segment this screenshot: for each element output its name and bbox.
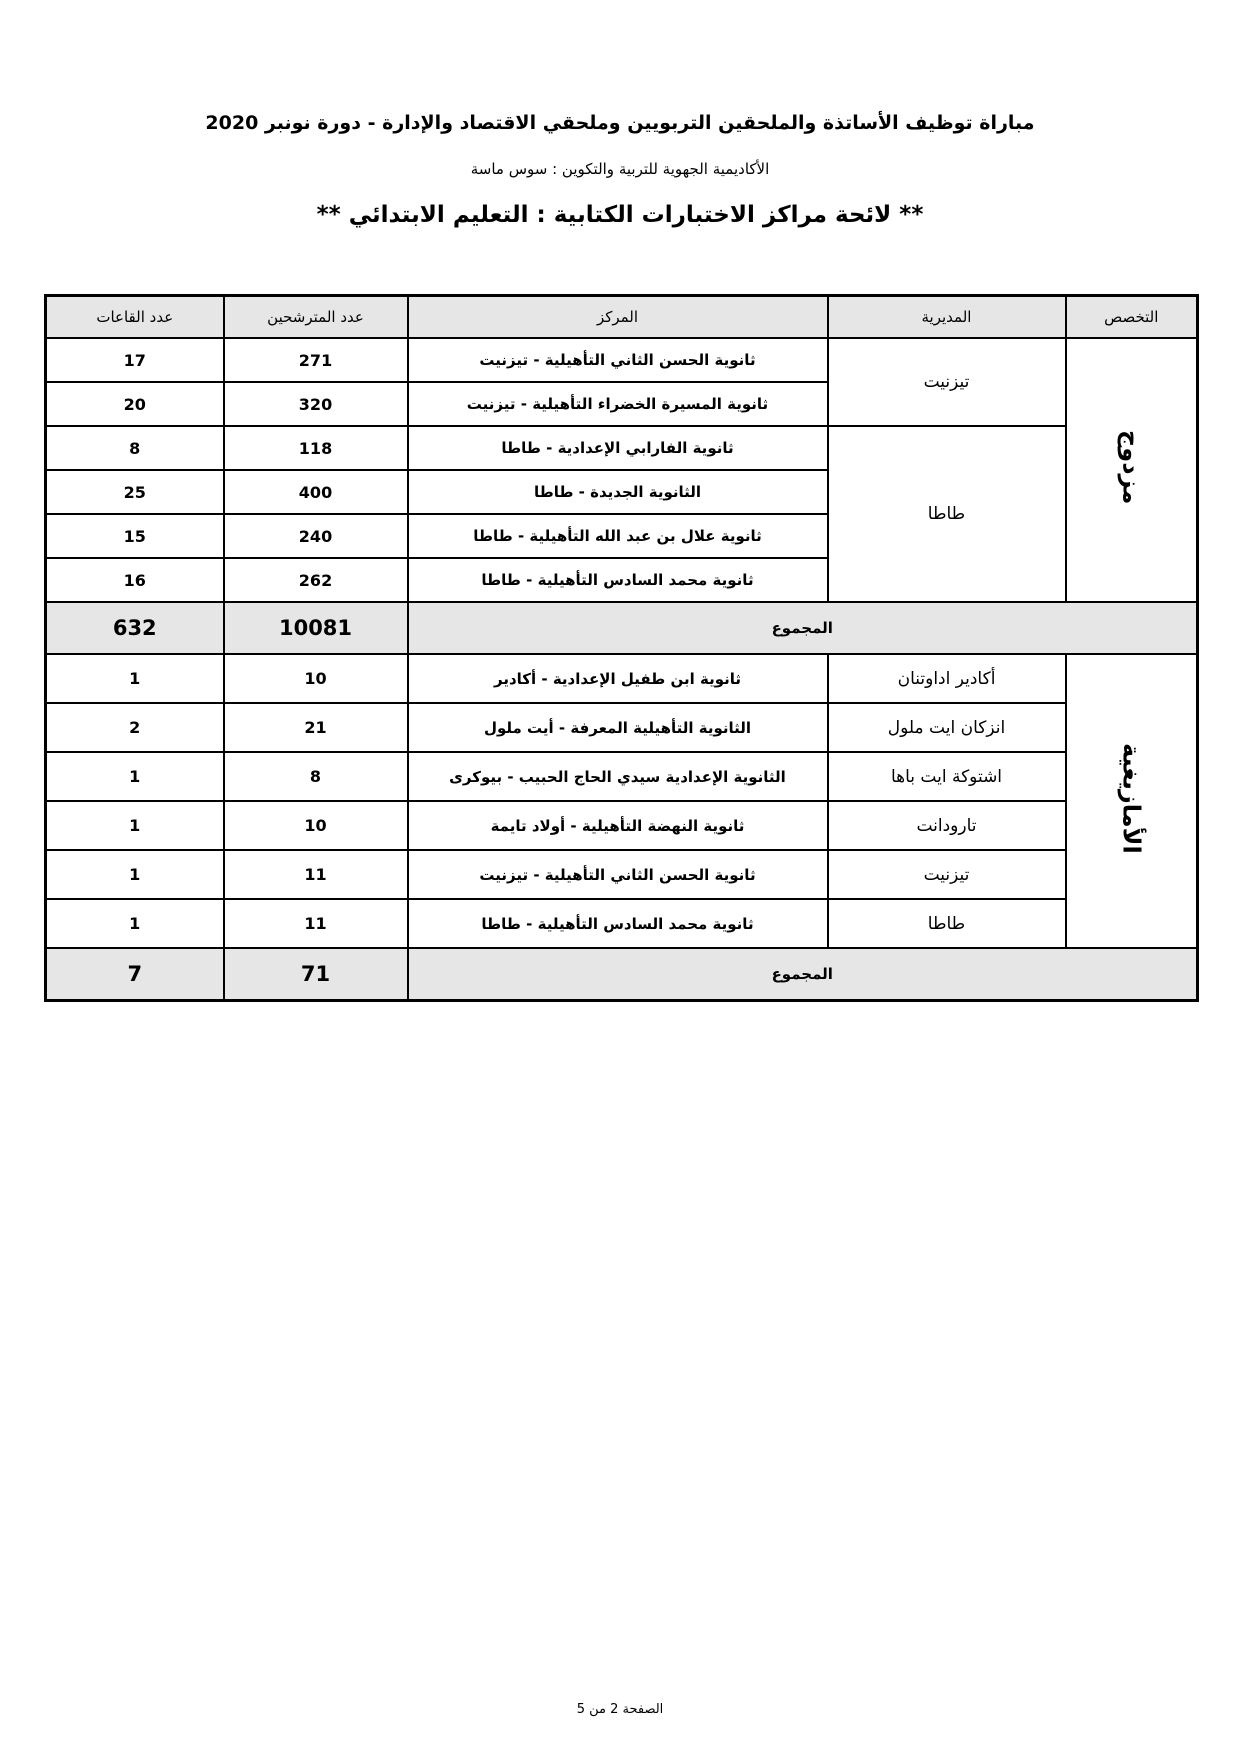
candidates-cell: 11 xyxy=(224,850,408,899)
total-candidates-cell: 71 xyxy=(224,948,408,1001)
directorate-cell: تارودانت xyxy=(828,801,1066,850)
rooms-cell: 25 xyxy=(46,470,224,514)
center-cell: ثانوية محمد السادس التأهيلية - طاطا xyxy=(408,558,828,602)
directorate-cell: تيزنيت xyxy=(828,850,1066,899)
center-cell: ثانوية الفارابي الإعدادية - طاطا xyxy=(408,426,828,470)
specialty-label: الأمازيغية xyxy=(1117,742,1146,854)
table-row xyxy=(46,654,1198,703)
centers-table xyxy=(44,294,1199,1002)
table-row xyxy=(46,703,1198,752)
candidates-cell: 320 xyxy=(224,382,408,426)
candidates-cell: 11 xyxy=(224,899,408,948)
total-row xyxy=(46,948,1198,1001)
rooms-cell: 20 xyxy=(46,382,224,426)
academy-subtitle: الأكاديمية الجهوية للتربية والتكوين : سوس ماسة xyxy=(470,160,770,178)
col-header-specialty: التخصص xyxy=(1066,296,1198,339)
total-rooms-cell: 7 xyxy=(46,948,224,1001)
directorate-cell: طاطا xyxy=(828,899,1066,948)
table-row xyxy=(46,426,1198,470)
center-cell: ثانوية الحسن الثاني التأهيلية - تيزنيت xyxy=(408,338,828,382)
candidates-cell: 8 xyxy=(224,752,408,801)
rooms-cell: 1 xyxy=(46,654,224,703)
candidates-cell: 10 xyxy=(224,654,408,703)
page-number: الصفحة 2 من 5 xyxy=(576,1702,664,1717)
candidates-cell: 262 xyxy=(224,558,408,602)
directorate-cell: طاطا xyxy=(828,426,1066,602)
list-title: ** لائحة مراكز الاختبارات الكتابية : التعليم الابتدائي ** xyxy=(316,202,924,228)
rooms-cell: 1 xyxy=(46,850,224,899)
table-header-row xyxy=(46,296,1198,339)
center-cell: الثانوية التأهيلية المعرفة - أيت ملول xyxy=(408,703,828,752)
rooms-cell: 8 xyxy=(46,426,224,470)
col-header-candidates: عدد المترشحين xyxy=(224,296,408,339)
rooms-cell: 1 xyxy=(46,752,224,801)
col-header-rooms: عدد القاعات xyxy=(46,296,224,339)
center-cell: ثانوية ابن طفيل الإعدادية - أكادير xyxy=(408,654,828,703)
rooms-cell: 1 xyxy=(46,801,224,850)
total-label-cell: المجموع xyxy=(408,948,1198,1001)
center-cell: الثانوية الإعدادية سيدي الحاج الحبيب - بيوكرى xyxy=(408,752,828,801)
document-title: مباراة توظيف الأساتذة والملحقين التربويين وملحقي الاقتصاد والإدارة - دورة نونبر 2020 xyxy=(205,112,1035,134)
table-row xyxy=(46,752,1198,801)
centers-table-container xyxy=(44,294,1196,1002)
candidates-cell: 240 xyxy=(224,514,408,558)
center-cell: ثانوية محمد السادس التأهيلية - طاطا xyxy=(408,899,828,948)
center-cell: ثانوية النهضة التأهيلية - أولاد تايمة xyxy=(408,801,828,850)
rooms-cell: 1 xyxy=(46,899,224,948)
table-row xyxy=(46,850,1198,899)
rooms-cell: 17 xyxy=(46,338,224,382)
candidates-cell: 400 xyxy=(224,470,408,514)
specialty-cell xyxy=(1066,654,1198,948)
total-candidates-cell: 10081 xyxy=(224,602,408,654)
rooms-cell: 15 xyxy=(46,514,224,558)
candidates-cell: 271 xyxy=(224,338,408,382)
directorate-cell: انزكان ايت ملول xyxy=(828,703,1066,752)
table-row xyxy=(46,338,1198,382)
specialty-label: مزدوج xyxy=(1117,429,1146,505)
center-cell: الثانوية الجديدة - طاطا xyxy=(408,470,828,514)
candidates-cell: 21 xyxy=(224,703,408,752)
center-cell: ثانوية علال بن عبد الله التأهيلية - طاطا xyxy=(408,514,828,558)
rooms-cell: 16 xyxy=(46,558,224,602)
table-row xyxy=(46,801,1198,850)
directorate-cell: تيزنيت xyxy=(828,338,1066,426)
candidates-cell: 118 xyxy=(224,426,408,470)
center-cell: ثانوية المسيرة الخضراء التأهيلية - تيزنيت xyxy=(408,382,828,426)
rooms-cell: 2 xyxy=(46,703,224,752)
directorate-cell: اشتوكة ايت باها xyxy=(828,752,1066,801)
total-label-cell: المجموع xyxy=(408,602,1198,654)
col-header-center: المركز xyxy=(408,296,828,339)
specialty-cell xyxy=(1066,338,1198,602)
total-row xyxy=(46,602,1198,654)
candidates-cell: 10 xyxy=(224,801,408,850)
directorate-cell: أكادير اداوتنان xyxy=(828,654,1066,703)
col-header-directorate: المديرية xyxy=(828,296,1066,339)
table-row xyxy=(46,899,1198,948)
total-rooms-cell: 632 xyxy=(46,602,224,654)
center-cell: ثانوية الحسن الثاني التأهيلية - تيزنيت xyxy=(408,850,828,899)
